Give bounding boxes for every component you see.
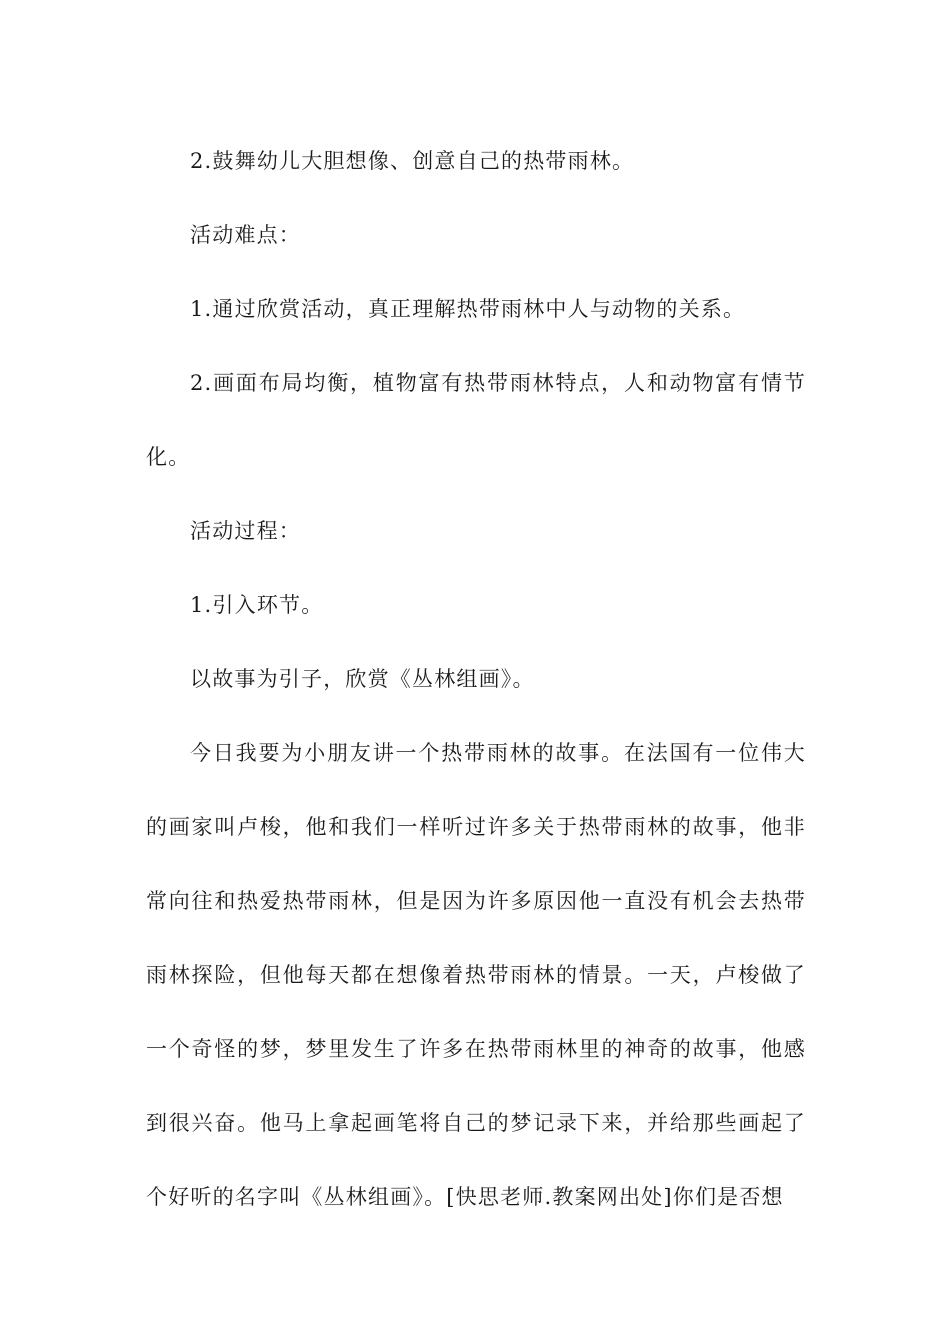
paragraph-difficulty-2: 2.画面布局均衡，植物富有热带雨林特点，人和动物富有情节化。 (146, 371, 806, 469)
paragraph-intro: 以故事为引子，欣赏《丛林组画》。 (190, 667, 535, 691)
heading-difficulties: 活动难点： (190, 223, 301, 247)
paragraph-step-1: 1.引入环节。 (190, 593, 324, 617)
document-body (146, 124, 806, 1234)
paragraph-story: 今日我要为小朋友讲一个热带雨林的故事。在法国有一位伟大的画家叫卢梭，他和我们一样听过许多关于热带雨林的故事，他非常向往和热爱热带雨林，但是因为许多原因他一直没有机会去热带雨林探险，但他每天都在想像着热带雨林的情景。一天，卢梭做了一个奇怪的梦，梦里发生了许多在热带雨林里的神奇的故事，他感到很兴奋。他马上拿起画笔将自己的梦记录下来，并给那些画起了个好听的名字叫《丛林组画》。[快思老师.教案网出处]你们是否想 (146, 741, 806, 1209)
paragraph-goal-2: 2.鼓舞幼儿大胆想像、创意自己的热带雨林。 (190, 149, 635, 173)
heading-process: 活动过程： (190, 519, 301, 543)
paragraph-difficulty-1: 1.通过欣赏活动，真正理解热带雨林中人与动物的关系。 (190, 297, 746, 321)
